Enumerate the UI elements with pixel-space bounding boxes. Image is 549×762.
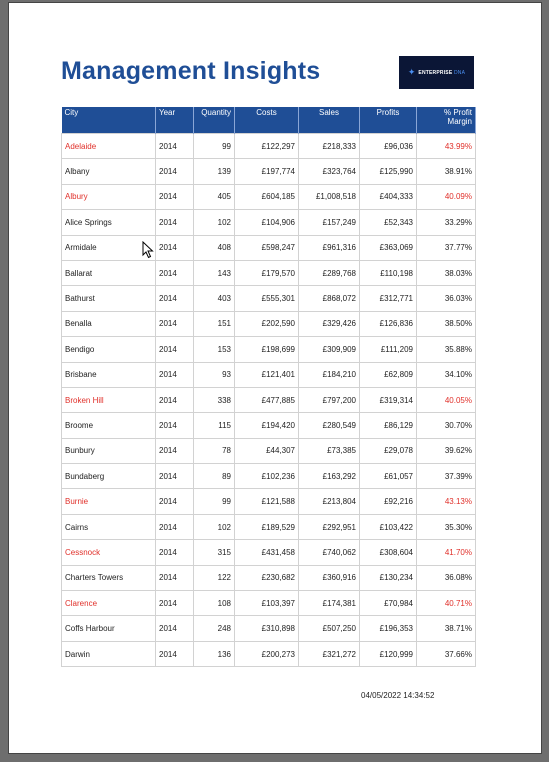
cell-profit-margin: 37.66% [417,641,476,666]
table-row[interactable] [62,159,476,184]
cell-costs: £598,247 [235,235,299,260]
cell-profits: £92,216 [360,489,417,514]
cell-profits: £103,422 [360,514,417,539]
cell-costs: £198,699 [235,337,299,362]
cell-year: 2014 [156,260,194,285]
cell-sales: £961,316 [299,235,360,260]
cell-city: Ballarat [62,260,156,285]
cell-year: 2014 [156,641,194,666]
cell-sales: £280,549 [299,413,360,438]
cell-profit-margin: 43.13% [417,489,476,514]
cell-city: Armidale [62,235,156,260]
cell-quantity: 78 [194,438,235,463]
cell-profits: £404,333 [360,184,417,209]
table-row[interactable] [62,235,476,260]
cell-sales: £218,333 [299,134,360,159]
cell-profit-margin: 40.71% [417,591,476,616]
cell-year: 2014 [156,311,194,336]
cell-city: Alice Springs [62,210,156,235]
cell-profit-margin: 36.08% [417,565,476,590]
cell-quantity: 102 [194,210,235,235]
cell-sales: £289,768 [299,260,360,285]
cell-city: Albury [62,184,156,209]
table-row[interactable] [62,514,476,539]
cell-sales: £329,426 [299,311,360,336]
cell-city: Coffs Harbour [62,616,156,641]
header-quantity[interactable]: Quantity [194,107,235,134]
cell-profits: £110,198 [360,260,417,285]
cell-quantity: 248 [194,616,235,641]
logo-icon: ✦ [407,67,416,77]
table-row[interactable] [62,184,476,209]
header-year[interactable]: Year [156,107,194,134]
cell-sales: £1,008,518 [299,184,360,209]
cell-profit-margin: 43.99% [417,134,476,159]
cell-costs: £179,570 [235,260,299,285]
cell-year: 2014 [156,235,194,260]
cell-year: 2014 [156,159,194,184]
cell-year: 2014 [156,489,194,514]
table-row[interactable] [62,286,476,311]
cell-profit-margin: 36.03% [417,286,476,311]
cell-profit-margin: 33.29% [417,210,476,235]
cell-profits: £319,314 [360,387,417,412]
cell-profits: £125,990 [360,159,417,184]
cell-sales: £507,250 [299,616,360,641]
cell-city: Bendigo [62,337,156,362]
header-city[interactable]: City [62,107,156,134]
cell-costs: £121,401 [235,362,299,387]
cell-quantity: 108 [194,591,235,616]
cell-profit-margin: 35.88% [417,337,476,362]
cell-costs: £194,420 [235,413,299,438]
cell-quantity: 315 [194,540,235,565]
header-sales[interactable]: Sales [299,107,360,134]
table-row[interactable] [62,210,476,235]
table-row[interactable] [62,565,476,590]
logo-text-main: ENTERPRISE [418,69,453,76]
cell-profit-margin: 39.62% [417,438,476,463]
header-profits[interactable]: Profits [360,107,417,134]
cell-quantity: 338 [194,387,235,412]
cell-city: Benalla [62,311,156,336]
cell-sales: £360,916 [299,565,360,590]
insights-table [61,107,476,667]
cell-city: Albany [62,159,156,184]
cell-year: 2014 [156,337,194,362]
cell-profits: £62,809 [360,362,417,387]
cell-profits: £52,343 [360,210,417,235]
cell-profits: £196,353 [360,616,417,641]
cell-year: 2014 [156,616,194,641]
cell-sales: £321,272 [299,641,360,666]
table-row[interactable] [62,591,476,616]
report-timestamp: 04/05/2022 14:34:52 [361,691,435,700]
cell-sales: £797,200 [299,387,360,412]
cell-year: 2014 [156,438,194,463]
cell-year: 2014 [156,565,194,590]
cell-city: Charters Towers [62,565,156,590]
logo-text-accent: DNA [453,69,466,76]
cell-quantity: 403 [194,286,235,311]
cell-costs: £104,906 [235,210,299,235]
cell-city: Broken Hill [62,387,156,412]
table-row[interactable] [62,337,476,362]
cell-sales: £323,764 [299,159,360,184]
cell-city: Bundaberg [62,464,156,489]
cell-city: Brisbane [62,362,156,387]
table-row[interactable] [62,134,476,159]
table-row[interactable] [62,641,476,666]
cell-city: Adelaide [62,134,156,159]
cell-quantity: 115 [194,413,235,438]
cell-costs: £230,682 [235,565,299,590]
cell-profit-margin: 30.70% [417,413,476,438]
cell-profit-margin: 38.50% [417,311,476,336]
cell-profit-margin: 38.03% [417,260,476,285]
cell-quantity: 139 [194,159,235,184]
cell-city: Cairns [62,514,156,539]
cell-quantity: 151 [194,311,235,336]
cell-profit-margin: 38.71% [417,616,476,641]
cell-year: 2014 [156,387,194,412]
cell-costs: £431,458 [235,540,299,565]
table-row[interactable] [62,387,476,412]
cell-profit-margin: 41.70% [417,540,476,565]
cell-city: Bathurst [62,286,156,311]
cell-profits: £120,999 [360,641,417,666]
cell-costs: £103,397 [235,591,299,616]
cell-city: Cessnock [62,540,156,565]
cell-costs: £121,588 [235,489,299,514]
table-row[interactable] [62,260,476,285]
cell-costs: £202,590 [235,311,299,336]
cell-profit-margin: 37.77% [417,235,476,260]
cell-profit-margin: 38.91% [417,159,476,184]
logo-text [418,70,465,76]
cell-year: 2014 [156,134,194,159]
cell-sales: £292,951 [299,514,360,539]
cell-costs: £477,885 [235,387,299,412]
cell-year: 2014 [156,540,194,565]
cell-year: 2014 [156,514,194,539]
cell-year: 2014 [156,286,194,311]
cell-profits: £130,234 [360,565,417,590]
cell-city: Bunbury [62,438,156,463]
cell-costs: £200,273 [235,641,299,666]
cell-profit-margin: 34.10% [417,362,476,387]
cell-sales: £157,249 [299,210,360,235]
cell-costs: £102,236 [235,464,299,489]
table-row[interactable] [62,311,476,336]
cell-quantity: 93 [194,362,235,387]
cell-sales: £740,062 [299,540,360,565]
cell-quantity: 122 [194,565,235,590]
enterprise-dna-logo [399,56,474,89]
cell-profits: £70,984 [360,591,417,616]
cell-quantity: 143 [194,260,235,285]
cell-profits: £86,129 [360,413,417,438]
cell-profits: £126,836 [360,311,417,336]
table-row[interactable] [62,438,476,463]
cell-quantity: 136 [194,641,235,666]
cell-costs: £122,297 [235,134,299,159]
header-profit-margin[interactable]: % Profit Margin [417,107,476,134]
cell-sales: £213,804 [299,489,360,514]
cell-profits: £308,604 [360,540,417,565]
cell-year: 2014 [156,413,194,438]
cell-profit-margin: 35.30% [417,514,476,539]
cell-profit-margin: 40.09% [417,184,476,209]
table-row[interactable] [62,489,476,514]
cell-year: 2014 [156,210,194,235]
cell-profits: £96,036 [360,134,417,159]
cell-costs: £310,898 [235,616,299,641]
cell-city: Broome [62,413,156,438]
cell-profits: £111,209 [360,337,417,362]
cell-sales: £174,381 [299,591,360,616]
cell-costs: £44,307 [235,438,299,463]
cell-quantity: 89 [194,464,235,489]
cell-profit-margin: 37.39% [417,464,476,489]
cell-sales: £184,210 [299,362,360,387]
cell-quantity: 153 [194,337,235,362]
cell-year: 2014 [156,184,194,209]
cell-profits: £29,078 [360,438,417,463]
cell-city: Burnie [62,489,156,514]
cell-profits: £363,069 [360,235,417,260]
cell-year: 2014 [156,464,194,489]
cell-year: 2014 [156,591,194,616]
mouse-pointer-icon [142,241,154,259]
cell-costs: £189,529 [235,514,299,539]
cell-profits: £312,771 [360,286,417,311]
table-body [62,134,476,667]
cell-profits: £61,057 [360,464,417,489]
header-costs[interactable]: Costs [235,107,299,134]
table-row[interactable] [62,616,476,641]
cell-quantity: 99 [194,134,235,159]
cell-costs: £604,185 [235,184,299,209]
table-header-row [62,107,476,134]
cell-year: 2014 [156,362,194,387]
cell-quantity: 99 [194,489,235,514]
table-row[interactable] [62,413,476,438]
report-page [8,2,542,754]
cell-sales: £163,292 [299,464,360,489]
table-row[interactable] [62,464,476,489]
report-title: Management Insights [61,57,321,85]
cell-profit-margin: 40.05% [417,387,476,412]
cell-city: Darwin [62,641,156,666]
cell-costs: £555,301 [235,286,299,311]
cell-quantity: 405 [194,184,235,209]
cell-quantity: 102 [194,514,235,539]
cell-sales: £309,909 [299,337,360,362]
cell-city: Clarence [62,591,156,616]
cell-quantity: 408 [194,235,235,260]
cell-sales: £868,072 [299,286,360,311]
table-row[interactable] [62,362,476,387]
cell-costs: £197,774 [235,159,299,184]
table-row[interactable] [62,540,476,565]
cell-sales: £73,385 [299,438,360,463]
